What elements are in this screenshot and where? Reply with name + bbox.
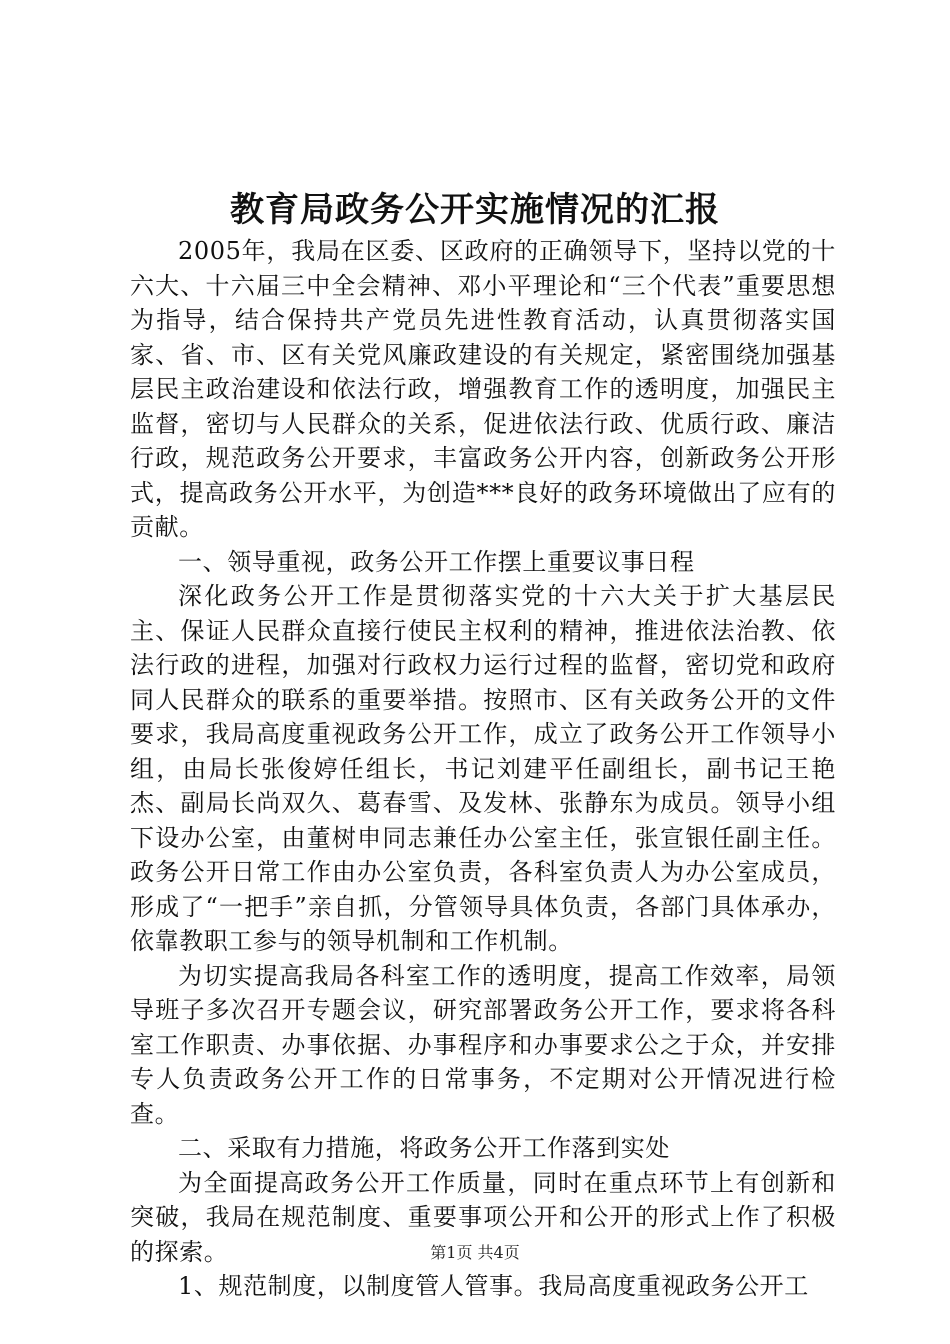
paragraph-section-2-item-1: 1、规范制度，以制度管人管事。我局高度重视政务公开工	[178, 1272, 809, 1300]
paragraph-intro: 2005年，我局在区委、区政府的正确领导下，坚持以党的十六大、十六届三中全会精神、邓小平理论和“三个代表”重要思想为指导，结合保持共产党员先进性教育活动，认真贯彻落实国家、省、市、区有关党风廉政建设的有关规定，紧密围绕加强基层民主政治建设和依法行政，增强教育工作的透明度，加强民主监督，密切与人民群众的关系，促进依法行政、优质行政、廉洁行政，规范政务公开要求，丰富政务公开内容，创新政务公开形式，提高政务公开水平，为创造***良好的政务环境做出了应有的贡献。	[130, 237, 836, 541]
paragraph-section-1-b: 为切实提高我局各科室工作的透明度，提高工作效率，局领导班子多次召开专题会议，研究部署政务公开工作，要求将各科室工作职责、办事依据、办事程序和办事要求公之于众，并安排专人负责政务公开工作的日常事务，不定期对公开情况进行检查。	[130, 961, 836, 1128]
paragraph-section-1-a: 深化政务公开工作是贯彻落实党的十六大关于扩大基层民主、保证人民群众直接行使民主权利的精神，推进依法治教、依法行政的进程，加强对行政权力运行过程的监督，密切党和政府同人民群众的联系的重要举措。按照市、区有关政务公开的文件要求，我局高度重视政务公开工作，成立了政务公开工作领导小组，由局长张俊婷任组长，书记刘建平任副组长，副书记王艳杰、副局长尚双久、葛春雪、及发林、张静东为成员。领导小组下设办公室，由董树申同志兼任办公室主任，张宣银任副主任。政务公开日常工作由办公室负责，各科室负责人为办公室成员，形成了“一把手”亲自抓，分管领导具体负责，各部门具体承办，依靠教职工参与的领导机制和工作机制。	[130, 582, 836, 955]
document-title: 教育局政务公开实施情况的汇报	[230, 190, 720, 230]
document-body	[130, 234, 836, 1304]
paragraph-section-2-a: 为全面提高政务公开工作质量，同时在重点环节上有创新和突破，我局在规范制度、重要事项公开和公开的形式上作了积极的探索。	[130, 1168, 836, 1266]
page-number-footer: 第1页 共4页	[430, 1243, 520, 1262]
section-heading-1: 一、领导重视，政务公开工作摆上重要议事日程	[178, 547, 695, 576]
section-heading-2: 二、采取有力措施，将政务公开工作落到实处	[178, 1134, 670, 1162]
